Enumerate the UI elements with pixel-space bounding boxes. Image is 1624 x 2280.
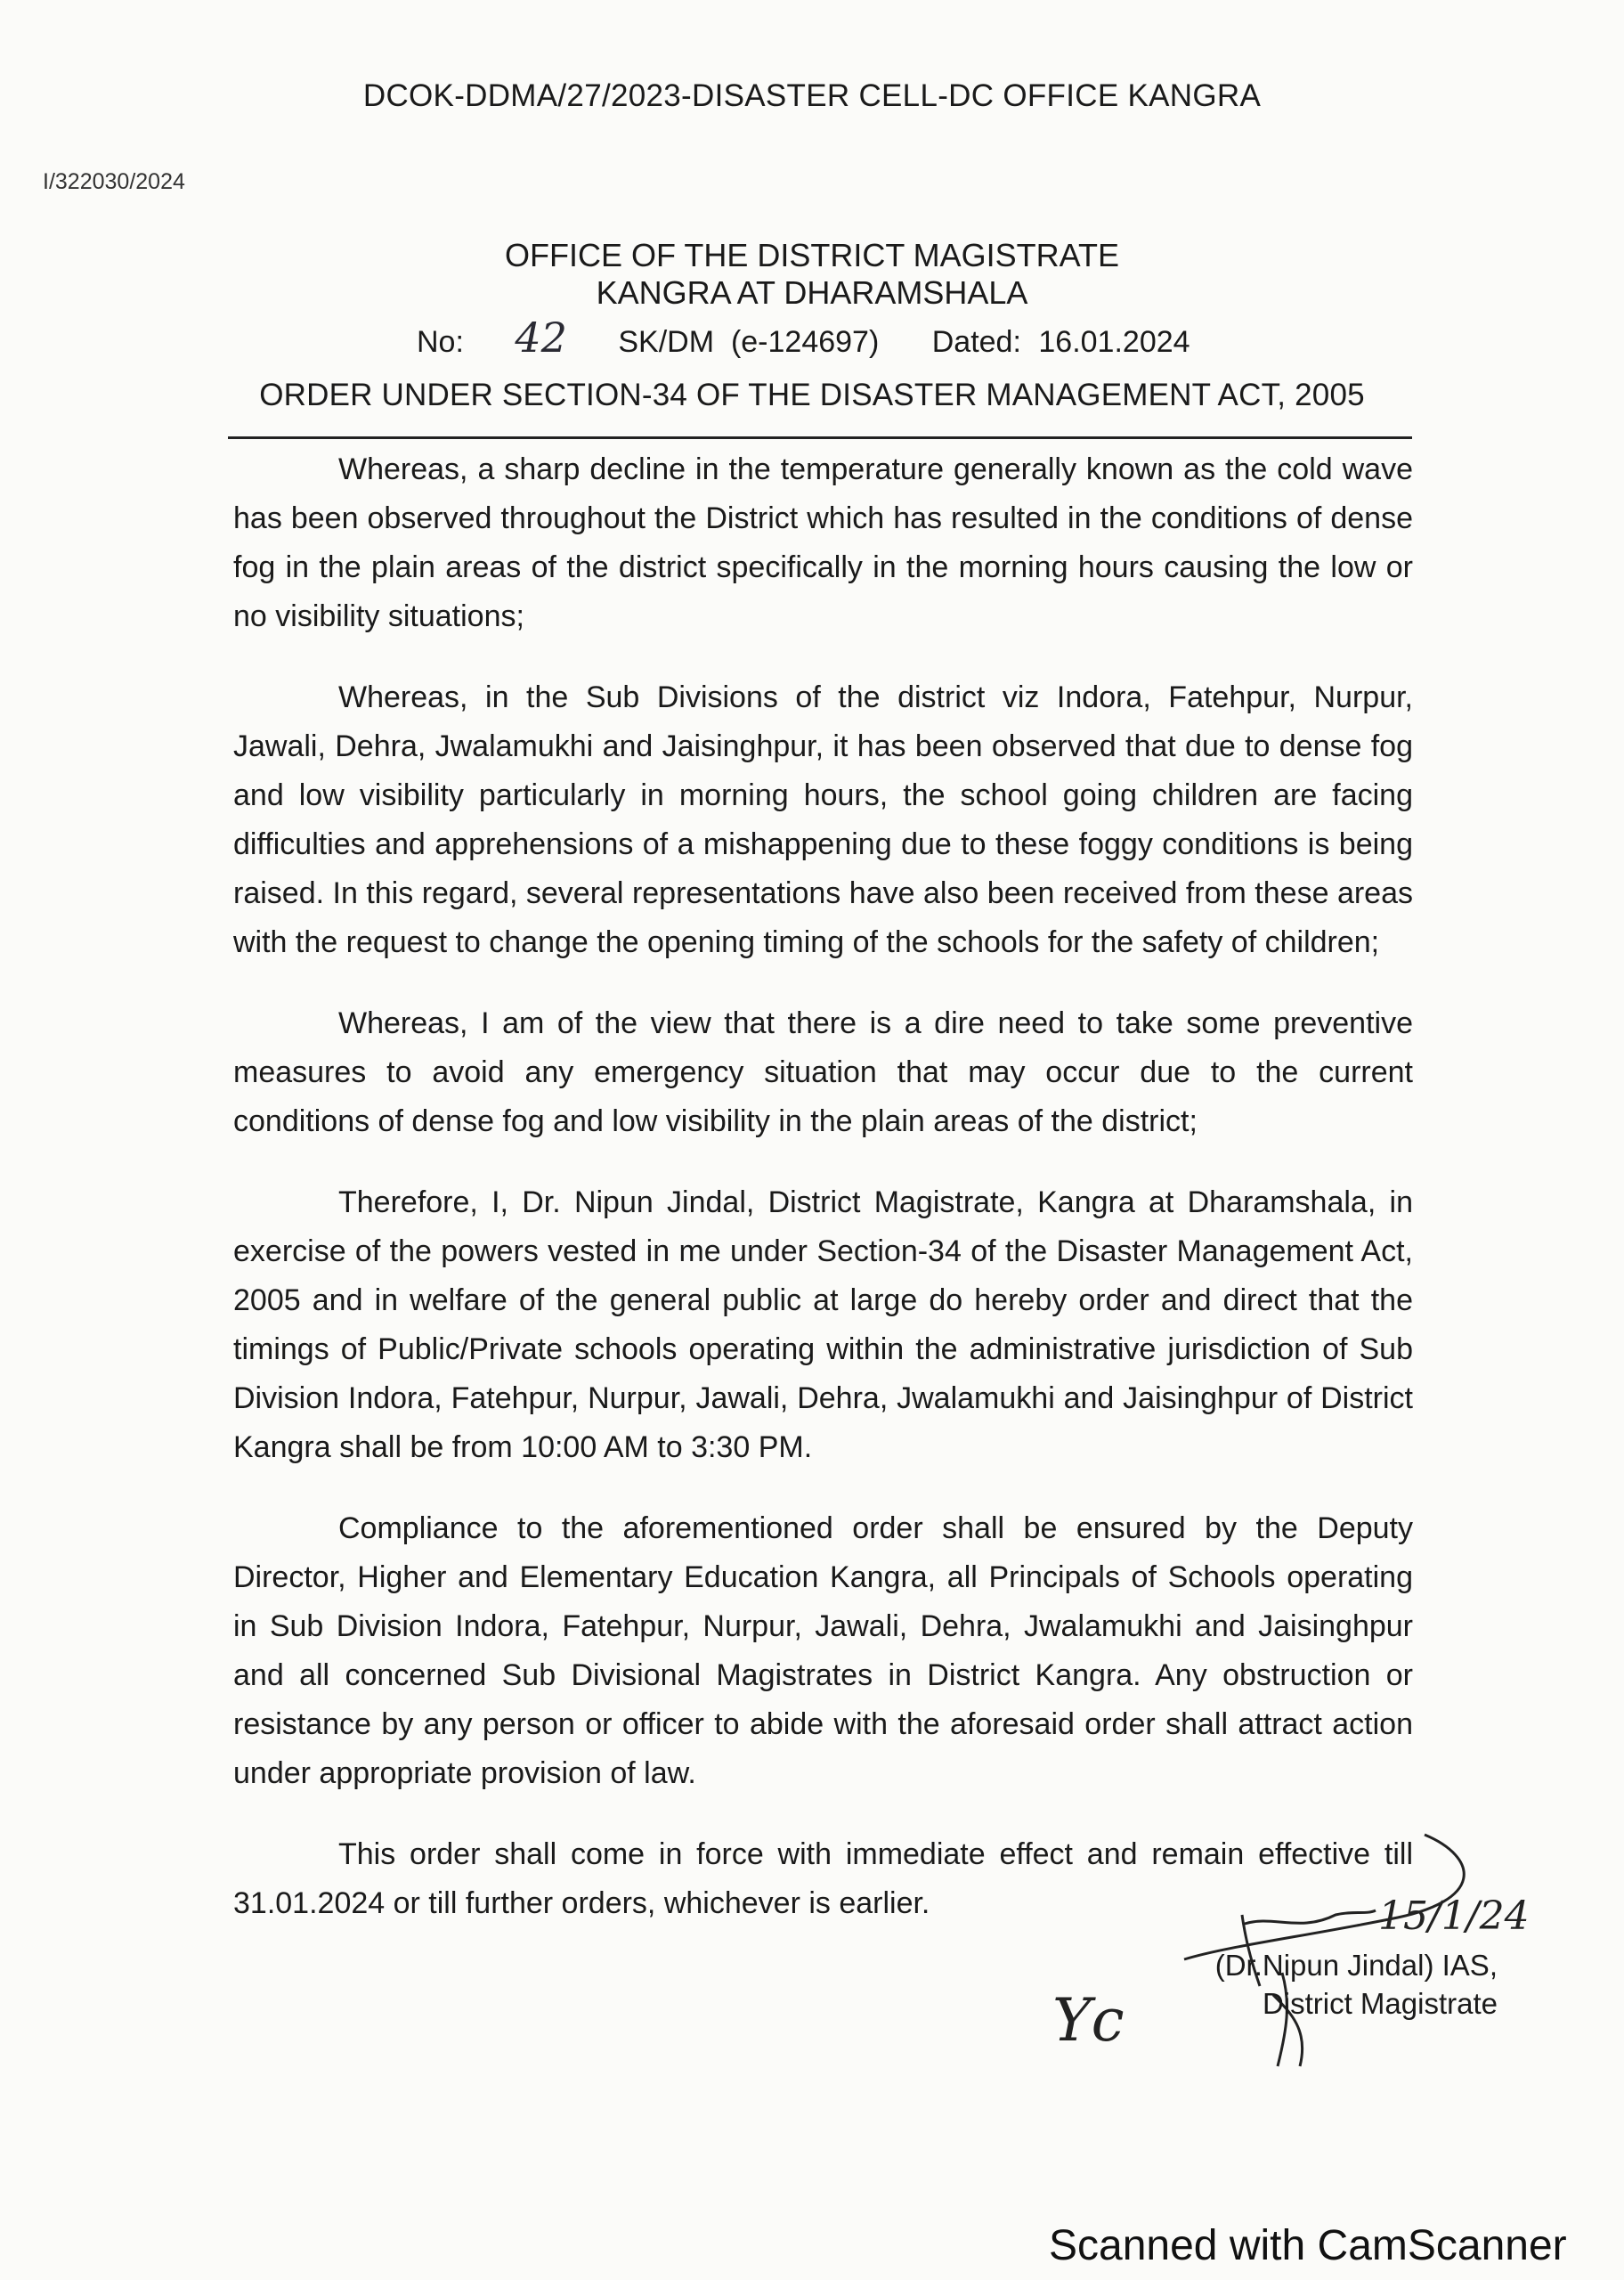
paragraph-cold-wave: Whereas, a sharp decline in the temperature generally known as the cold wave has been observed throughout the District which has resulted in the conditions of dense fog in the plain areas of the district specifically in the morning hours causing the low or no visibility situations; bbox=[233, 452, 1413, 633]
scanner-watermark: Scanned with CamScanner bbox=[1049, 2222, 1567, 2269]
diary-number: I/322030/2024 bbox=[43, 169, 185, 194]
dated-value: 16.01.2024 bbox=[1038, 325, 1190, 359]
order-number-label: No: bbox=[417, 325, 464, 359]
initials-mark: Yc bbox=[1052, 1986, 1125, 2055]
paragraph-sub-divisions: Whereas, in the Sub Divisions of the district viz Indora, Fatehpur, Nurpur, Jawali, Dehra, Jwalamukhi and Jaisinghpur, it has been observed that due to dense fog and low visibility particularly in morning hours, the school going children are facing difficulties and apprehensions of a mishappening due to these foggy conditions is being raised. In this regard, several representations have also been received from these areas with the request to change the opening timing of the schools for the safety of children; bbox=[233, 680, 1413, 959]
signature-block bbox=[1124, 1946, 1498, 2023]
signatory-name: (Dr.Nipun Jindal) IAS, bbox=[1214, 1949, 1498, 1982]
paragraph-preventive-measures: Whereas, I am of the view that there is a dire need to take some preventive measures to avoid any emergency situation that may occur due to the current conditions of dense fog and low visibility in the plain areas of the district; bbox=[233, 1006, 1413, 1138]
paragraph-effective-period: This order shall come in force with immediate effect and remain effective till 31.01.2024 or till further orders, whichever is earlier. bbox=[233, 1837, 1413, 1920]
order-number-value: 42 bbox=[515, 314, 567, 362]
paragraph-compliance: Compliance to the aforementioned order shall be ensured by the Deputy Director, Higher and Elementary Education Kangra, all Principals of Schools operating in Sub Division Indora, Fatehpur, Nurpur, Jawali, Dehra, Jwalamukhi and Jaisinghpur and all concerned Sub Divisional Magistrates in District Kangra. Any obstruction or resistance by any person or officer to abide with the aforesaid order shall attract action under appropriate provision of law. bbox=[233, 1511, 1413, 1790]
dated-label: Dated: bbox=[931, 325, 1021, 359]
order-title: ORDER UNDER SECTION-34 OF THE DISASTER MANAGEMENT ACT, 2005 bbox=[259, 378, 1365, 412]
signature-date: 15/1/24 bbox=[1378, 1893, 1530, 1939]
office-location: KANGRA AT DHARAMSHALA bbox=[596, 274, 1028, 311]
file-reference: DCOK-DDMA/27/2023-DISASTER CELL-DC OFFICE KANGRA bbox=[362, 78, 1262, 113]
reference-code: SK/DM (e-124697) bbox=[618, 325, 880, 359]
paragraph-order-timings: Therefore, I, Dr. Nipun Jindal, District Magistrate, Kangra at Dharamshala, in exercise of the powers vested in me under Section-34 of the Disaster Management Act, 2005 and in welfare of the general public at large do hereby order and direct that the timings of Public/Private schools operating within the administrative jurisdiction of Sub Division Indora, Fatehpur, Nurpur, Jawali, Dehra, Jwalamukhi and Jaisinghpur of District Kangra shall be from 10:00 AM to 3:30 PM. bbox=[233, 1185, 1413, 1464]
office-title: OFFICE OF THE DISTRICT MAGISTRATE bbox=[504, 237, 1120, 273]
signatory-designation: District Magistrate bbox=[1262, 1987, 1498, 2020]
